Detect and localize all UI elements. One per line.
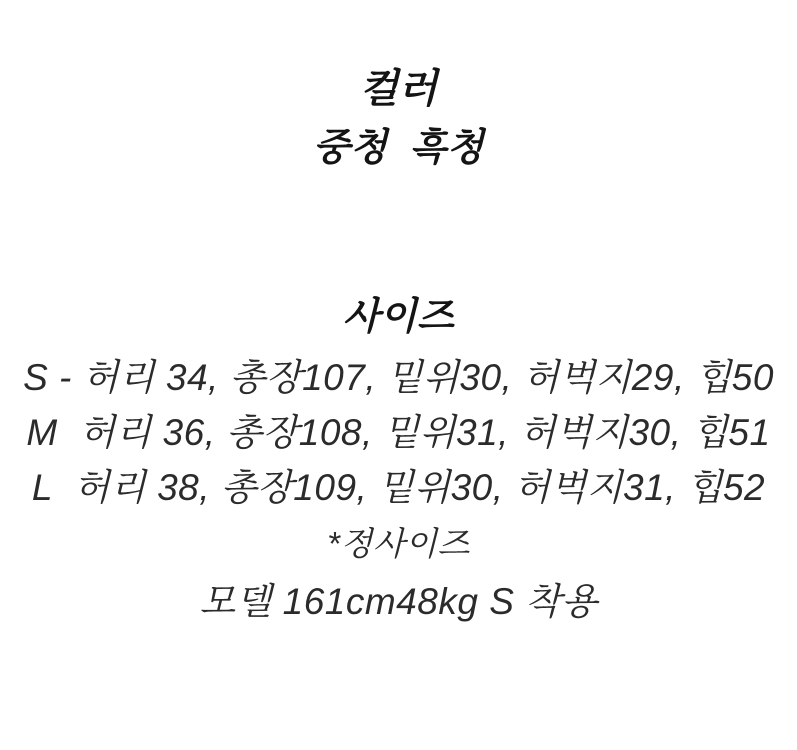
color-options: 중청 흑청	[313, 127, 484, 169]
size-section-title: 사이즈	[342, 296, 455, 338]
color-section-title: 컬러	[359, 67, 438, 111]
size-row-l: L 허리 38, 총장109, 밑위30, 허벅지31, 힙52	[31, 467, 766, 508]
model-fit-info: 모델 161cm48kg S 착용	[199, 581, 598, 622]
size-row-m: M 허리 36, 총장108, 밑위31, 허벅지30, 힙51	[26, 412, 771, 453]
true-to-size-note: *정사이즈	[327, 525, 470, 562]
size-row-s: S - 허리 34, 총장107, 밑위30, 허벅지29, 힙50	[23, 357, 774, 398]
